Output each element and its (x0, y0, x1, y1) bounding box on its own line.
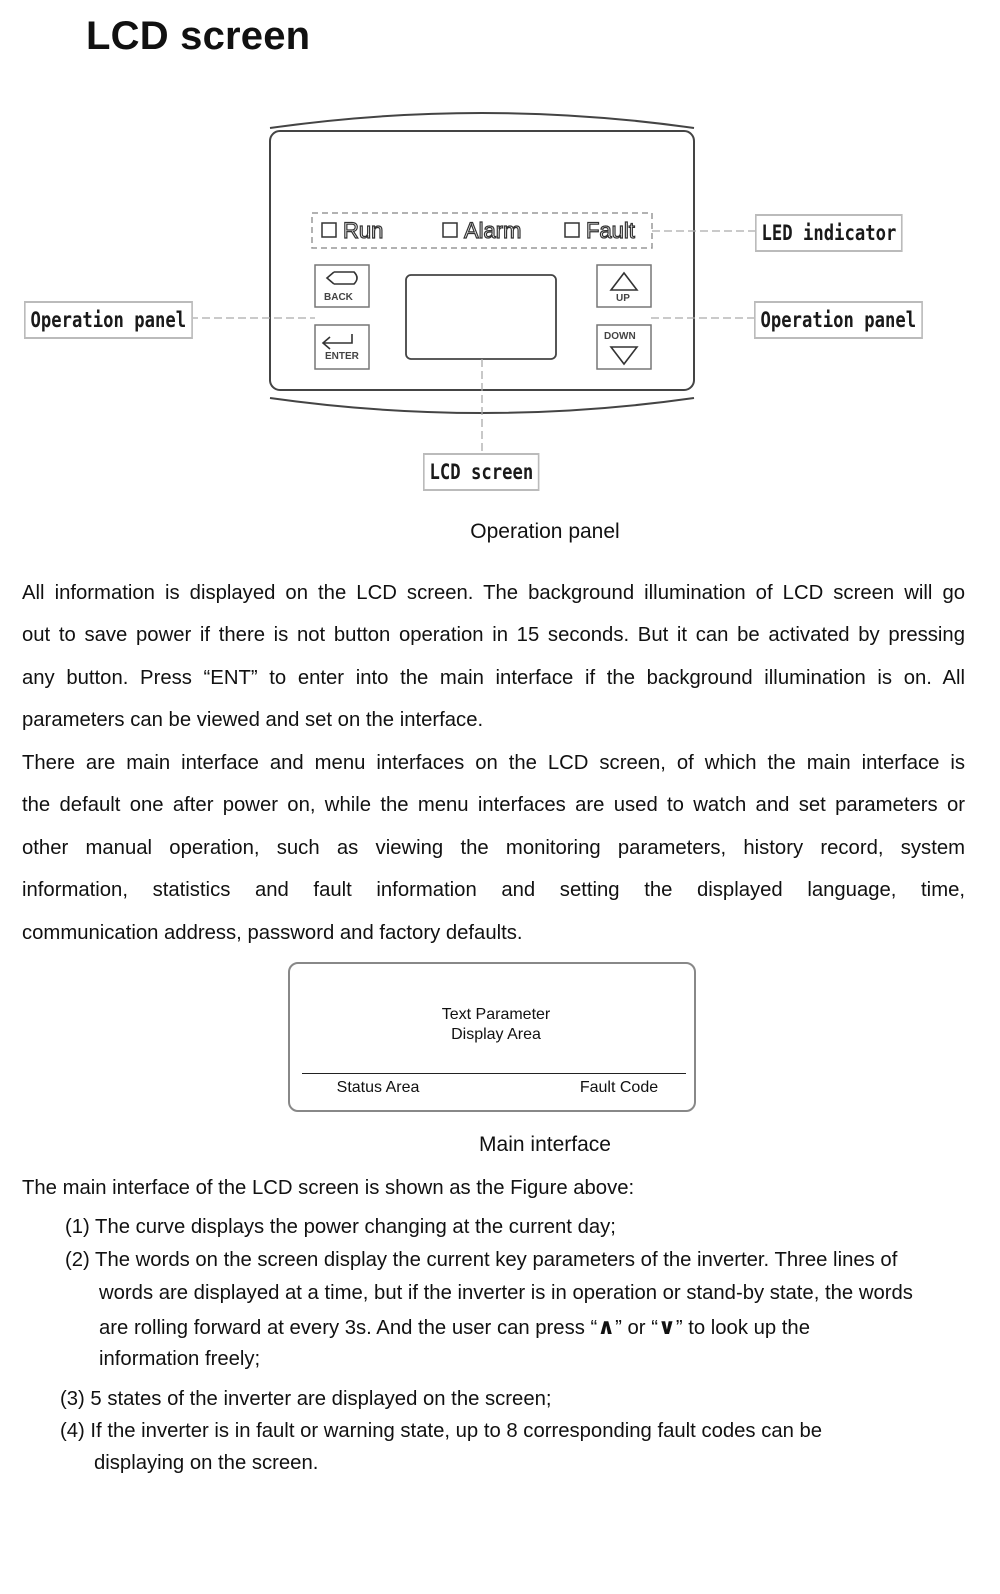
text-parameter-line1: Text Parameter (441, 1006, 551, 1023)
enter-button-label: ENTER (325, 351, 359, 362)
list-item-4-line2: displaying on the screen. (94, 1452, 319, 1474)
list-item-2-line1: (2) The words on the screen display the current key parameters of the inverter. Three lines of (65, 1249, 898, 1271)
page-title: LCD screen (86, 14, 311, 58)
enter-button-frame (315, 325, 369, 369)
led-run-box (322, 223, 336, 237)
down-button-label: DOWN (604, 331, 636, 342)
list-item-2-text-c: ” to look up the (675, 1317, 810, 1339)
list-item-2-line4: information freely; (99, 1348, 261, 1370)
interfaces-line: other manual operation, such as viewing the monitoring parameters, history record, system (22, 837, 965, 859)
list-item-2-line2: words are displayed at a time, but if the inverter is in operation or stand-by state, the words (99, 1282, 913, 1304)
led-fault-box (565, 223, 579, 237)
interfaces-line: communication address, password and factory defaults. (22, 922, 523, 944)
callout-operation-panel-left: Operation panel (24, 301, 193, 339)
list-item-4-line1: (4) If the inverter is in fault or warning state, up to 8 corresponding fault codes can be (60, 1420, 823, 1442)
text-parameter-line2: Display Area (451, 1026, 541, 1043)
main-interface-intro: The main interface of the LCD screen is shown as the Figure above: (22, 1177, 635, 1199)
interfaces-line: the default one after power on, while the menu interfaces are used to watch and set parameters or (22, 794, 965, 816)
list-item-3: (3) 5 states of the inverter are displayed on the screen; (60, 1388, 552, 1410)
intro-line: parameters can be viewed and set on the interface. (22, 709, 484, 731)
led-alarm-box (443, 223, 457, 237)
lcd-window (406, 275, 556, 359)
up-button-label: UP (616, 293, 630, 304)
callout-lcd-screen: LCD screen (423, 453, 540, 491)
down-symbol-icon: ∨ (657, 1314, 676, 1339)
intro-line: All information is displayed on the LCD screen. The background illumination of LCD screen will go (22, 582, 965, 604)
interfaces-line: There are main interface and menu interfaces on the LCD screen, of which the main interface is (22, 752, 965, 774)
intro-line: any button. Press “ENT” to enter into the main interface if the background illumination is on. All (22, 667, 965, 689)
led-label-run: Run (343, 218, 384, 243)
led-label-fault: Fault (586, 218, 635, 243)
list-item-2-text-b: ” or “ (615, 1317, 658, 1339)
device-top-arc (270, 113, 694, 128)
led-label-alarm: Alarm (464, 218, 522, 243)
list-item-2-text-a: are rolling forward at every 3s. And the user can press “ (99, 1317, 598, 1339)
operation-panel-figure (0, 100, 1000, 500)
list-item-1: (1) The curve displays the power changing at the current day; (65, 1216, 616, 1238)
status-divider (302, 1073, 686, 1074)
intro-line: out to save power if there is not button operation in 15 seconds. But it can be activated by pressing (22, 624, 965, 646)
callout-led-indicator: LED indicator (755, 214, 903, 252)
fault-code-label: Fault Code (579, 1079, 659, 1096)
status-area-label: Status Area (336, 1079, 420, 1096)
figure2-caption: Main interface (479, 1133, 611, 1156)
back-button-label: BACK (324, 292, 353, 303)
interfaces-line: information, statistics and fault information and setting the displayed language, time, (22, 879, 965, 901)
figure1-caption: Operation panel (470, 520, 620, 543)
up-symbol-icon: ∧ (597, 1314, 616, 1339)
list-item-2-line3 (99, 1310, 810, 1345)
callout-operation-panel-right: Operation panel (754, 301, 923, 339)
